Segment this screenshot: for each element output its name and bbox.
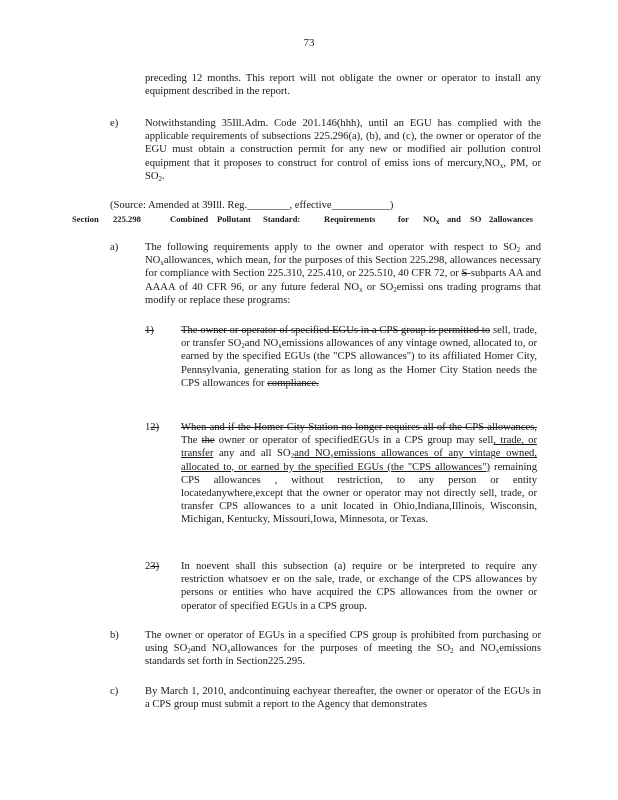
item-1-text: The owner or operator of specified EGUs in a CPS group is permitted to sell, trade, or transfer $SO_2and$ $NO_xemissions$ allowances of any vintage owned, allocated to, or earned by the specified EGUs (the "CPS allowances") to its affiliated Homer City, Pennsylvania, generating station for as long as the Homer City Station needs the CPS allowances for compliance. [181,325,537,389]
item-3-label: 23) [145,561,160,572]
section-heading [72,214,552,226]
item-2-text: When and if the Homer City Station no longer requires all of the CPS allowances, The the owner or operator of specifiedEGUs in a CPS group may sell, trade, or transfer any and all $SO_2and$ $NO_xemissions$ allowances of any vintage owned, allocated to, or earned by the specified EGUs (the "CPS allowances") remaining CPS allowances , without restriction, to any person or entity locatedanywhere,except that the owner or operator may not directly sell, trade, or transfer CPS allowances to a unit located in Ohio,Indiana,Illinois, Wisconsin, Michigan, Kentucky, Missouri,Iowa, Minnesota, or Texas. [181,422,538,526]
subsection-a-label: a) [110,242,119,253]
heading-word-for: for [398,214,409,224]
item-1-label: 1) [145,325,154,336]
heading-word-so: SO [470,214,482,224]
heading-word-and: and [447,214,461,224]
subsection-e-label: e) [110,118,119,129]
heading-word-allowances: 2allowances [489,214,533,224]
page-number: 73 [303,37,315,49]
heading-word-no: $NO_x$ [423,214,440,226]
subsection-b-text: The owner or operator of EGUs in a specified CPS group is prohibited from purchasing or using $SO_2and$ $NO_xallowances$ for the purposes of meeting the $SO_2$ and $NO_xemissions$ standards set forth in Section225.295. [145,630,541,668]
item-2-label: 12) [145,422,160,433]
subsection-a-text: The following requirements apply to the owner and operator with respect to $SO_2$ and $NO_xallowances$, which mean, for the purposes of this Section 225.298, allowances necessary for compliance with Section 225.310, 225.410, or 225.510, 40 CFR 72, or S-subparts AA and AAAA of 40 CFR 96, or any future federal $NO_x$ or $SO_2emissi$ ons trading programs that modify or replace these programs: [145,242,542,306]
continuation-paragraph: preceding 12 months. This report will not obligate the owner or operator to install any equipment described in the report. [145,73,541,98]
subsection-e-text: Notwithstanding 35Ill.Adm. Code 201.146(hhh), until an EGU has complied with the applicable requirements of subsections 225.296(a), (b), and (c), the owner or operator of the EGU must obtain a construction permit for any new or modified air pollution control equipment that it proposes to construct for control of emiss ions of $mercury,NO_x$, PM, or $SO_2$. [145,118,541,183]
heading-section-number: 225.298 [113,214,141,224]
subsection-c-label: c) [110,686,119,697]
heading-word-requirements: Requirements [324,214,376,224]
heading-word-pollutant: Pollutant [217,214,251,224]
source-note: (Source: Amended at 39Ill. Reg.________, effective___________) [110,200,394,211]
subsection-b-label: b) [110,630,119,641]
heading-section-word: Section [72,214,99,224]
subsection-c-text: By March 1, 2010, andcontinuing eachyear thereafter, the owner or operator of the EGUs in a CPS group must submit a report to the Agency that demonstrates [145,686,541,711]
heading-word-standard: Standard: [263,214,301,224]
item-3-text: In noevent shall this subsection (a) require or be interpreted to require any restriction whatsoev er on the sale, trade, or exchange of the CPS allowances by persons or entities who have acquired the CPS allowances from the owner or operator of specified EGUs in a CPS group. [181,561,537,612]
heading-word-combined: Combined [170,214,209,224]
